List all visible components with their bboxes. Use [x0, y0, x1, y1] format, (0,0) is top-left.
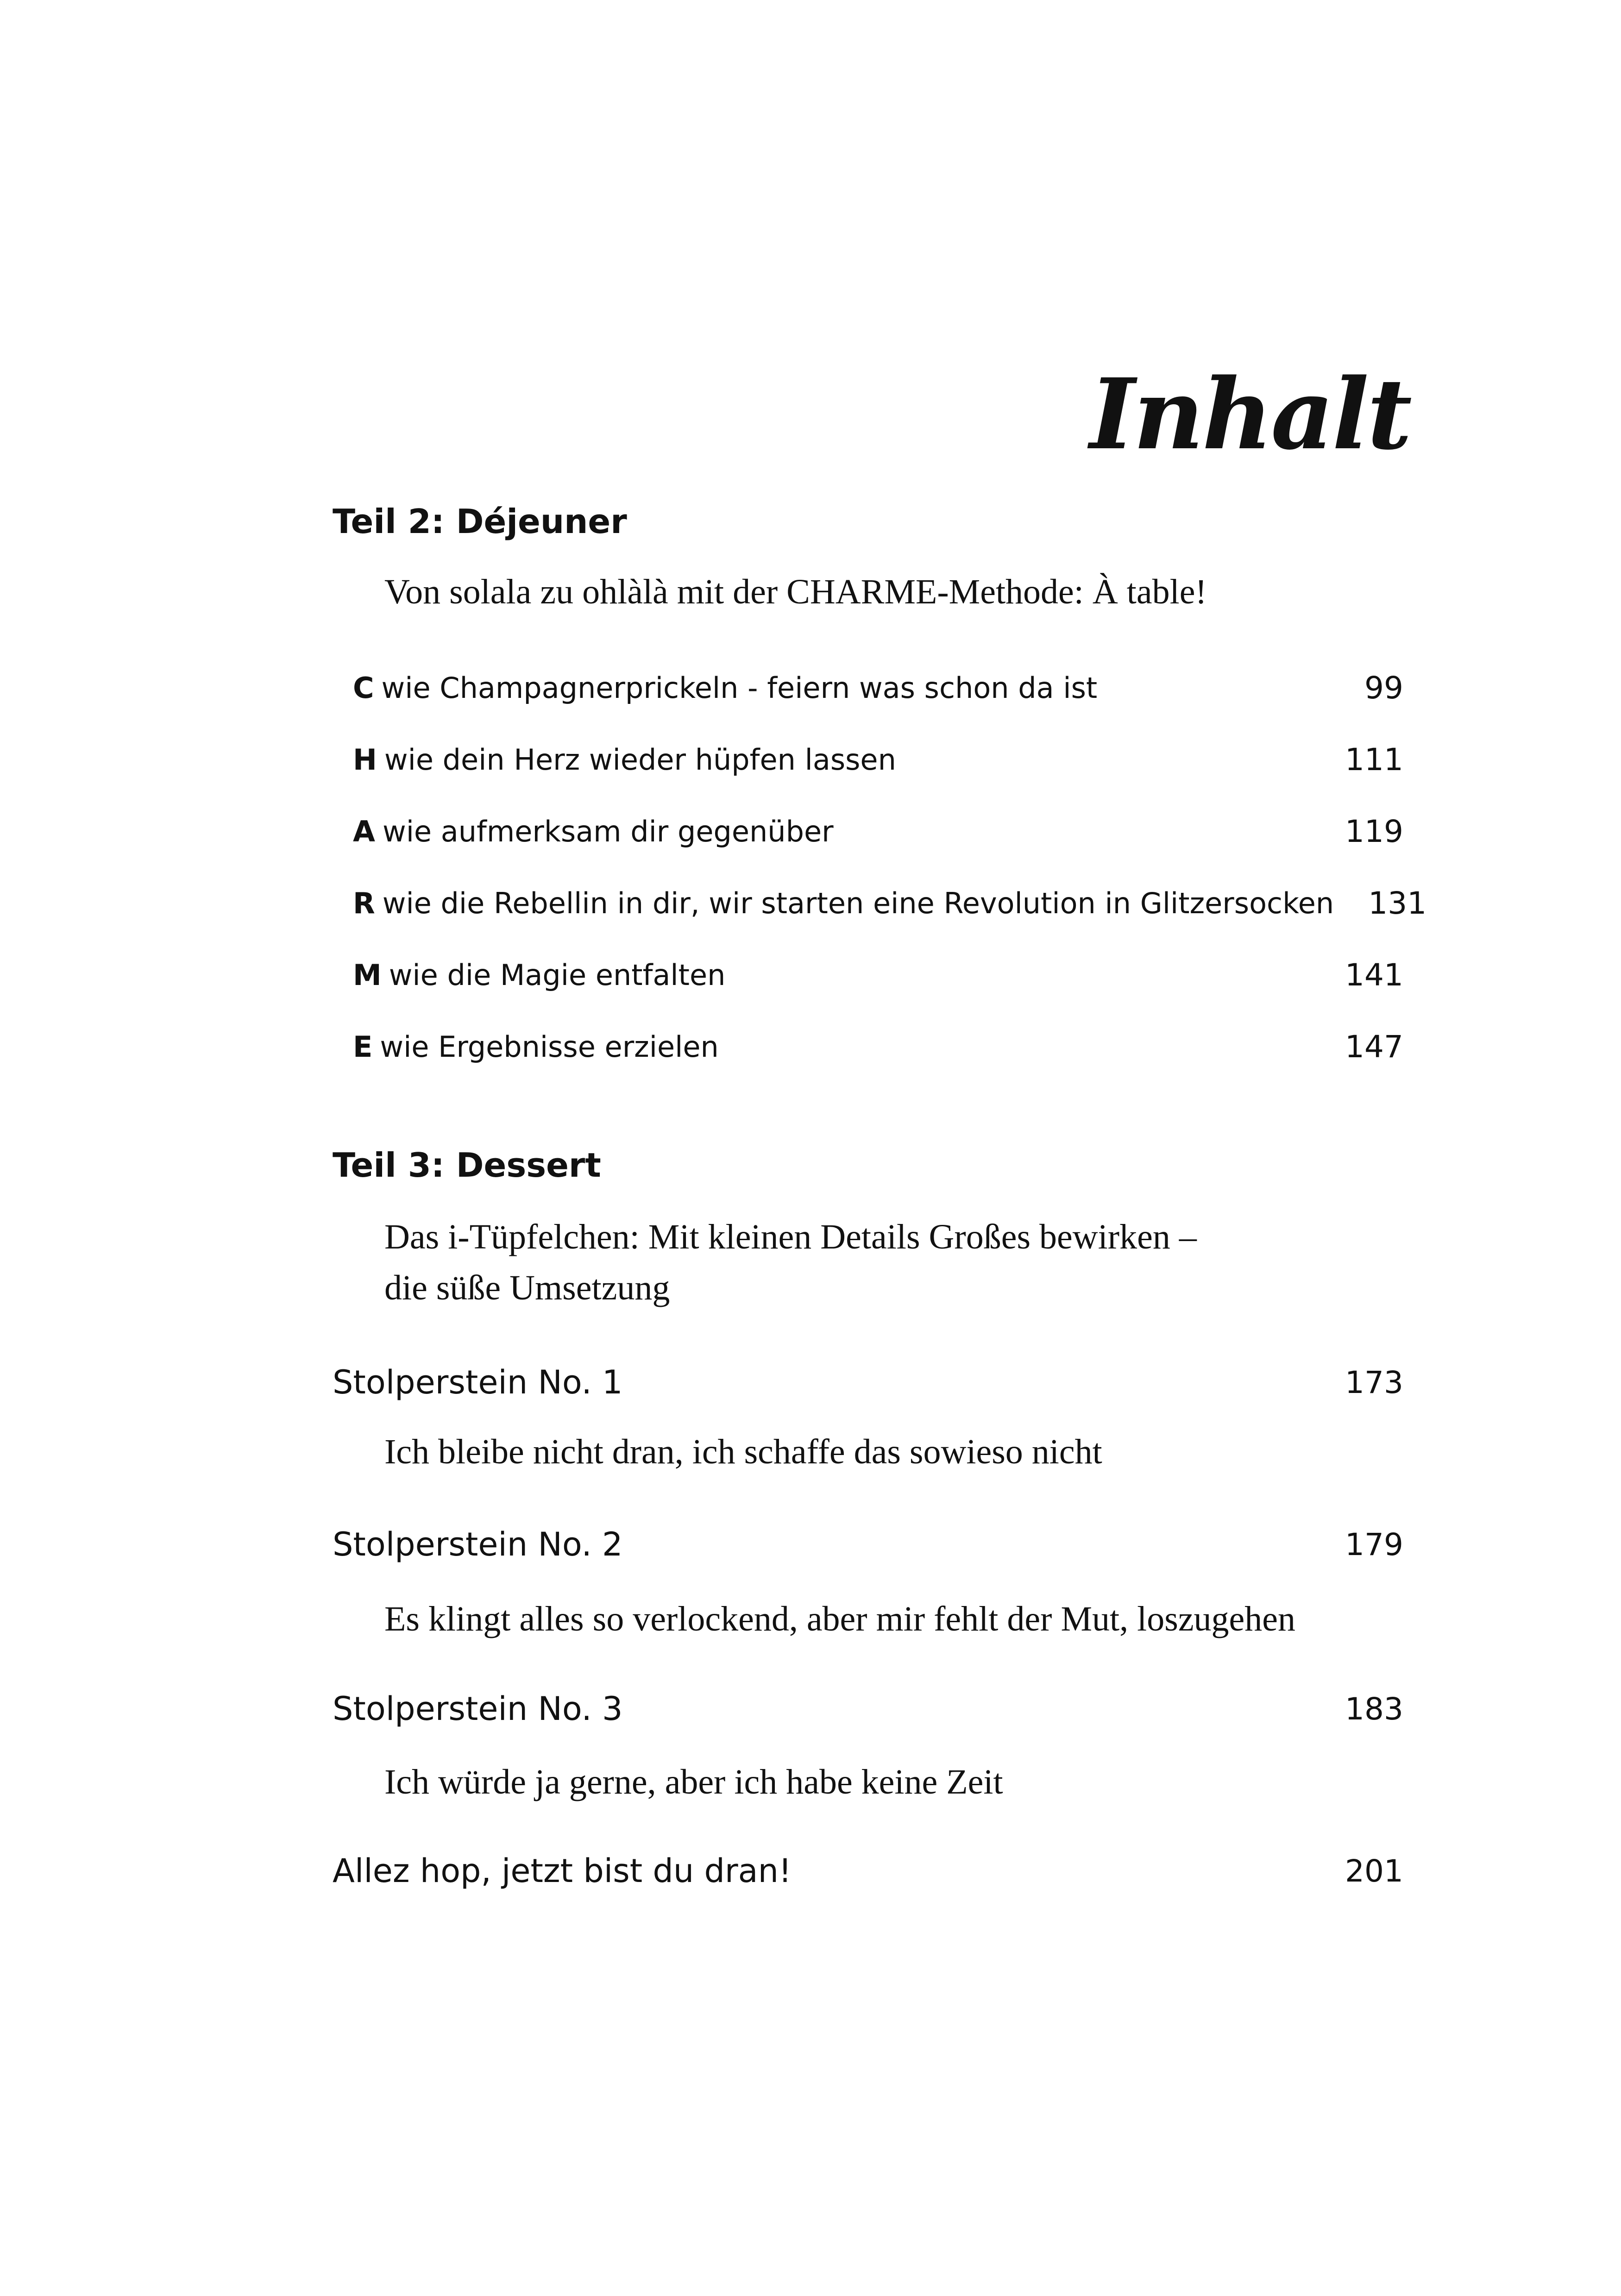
- part3-heading: Teil 3: Dessert: [333, 1146, 601, 1185]
- entry-letter: A: [353, 814, 375, 848]
- entry-page-number: 141: [1345, 957, 1403, 993]
- entry-letter: M: [353, 958, 382, 992]
- entry-page-number: 183: [1345, 1691, 1403, 1727]
- toc-entry-stolperstein-3[interactable]: [333, 1686, 1403, 1732]
- toc-entry-a[interactable]: [353, 810, 1403, 852]
- entry-heading: Allez hop, jetzt bist du dran!: [333, 1852, 792, 1890]
- toc-entry-stolperstein-2[interactable]: [333, 1521, 1403, 1568]
- part2-description: Von solala zu ohlàlà mit der CHARME-Methode: À table!: [384, 572, 1207, 611]
- page-title: Inhalt: [1089, 357, 1410, 471]
- entry-page-number: 119: [1345, 813, 1403, 849]
- entry-text: wie dein Herz wieder hüpfen lassen: [384, 742, 896, 777]
- toc-entry-stolperstein-1[interactable]: [333, 1359, 1403, 1405]
- toc-entry-r[interactable]: [353, 882, 1427, 924]
- toc-entry-h[interactable]: [353, 739, 1403, 780]
- entry-subtitle: Ich würde ja gerne, aber ich habe keine Zeit: [384, 1763, 1003, 1801]
- entry-subtitle: Ich bleibe nicht dran, ich schaffe das sowieso nicht: [384, 1432, 1102, 1471]
- entry-letter: H: [353, 742, 377, 777]
- entry-letter: E: [353, 1029, 373, 1064]
- entry-page-number: 179: [1345, 1526, 1403, 1562]
- toc-entry-closing[interactable]: [333, 1848, 1403, 1894]
- entry-page-number: 131: [1368, 885, 1427, 921]
- part3-description-line2: die süße Umsetzung: [384, 1268, 670, 1307]
- entry-letter: R: [353, 886, 375, 920]
- entry-heading: Stolperstein No. 3: [333, 1690, 623, 1728]
- entry-text: wie die Magie entfalten: [389, 958, 726, 992]
- entry-text: wie Ergebnisse erzielen: [380, 1029, 719, 1064]
- toc-entry-e[interactable]: [353, 1026, 1403, 1067]
- entry-page-number: 173: [1345, 1364, 1403, 1400]
- entry-text: wie die Rebellin in dir, wir starten eine Revolution in Glitzersocken: [382, 886, 1334, 920]
- entry-text: wie aufmerksam dir gegenüber: [382, 814, 834, 848]
- entry-page-number: 99: [1364, 670, 1403, 706]
- entry-heading: Stolperstein No. 1: [333, 1363, 623, 1401]
- entry-page-number: 111: [1345, 741, 1403, 778]
- toc-entry-m[interactable]: [353, 954, 1403, 996]
- entry-heading: Stolperstein No. 2: [333, 1525, 623, 1563]
- entry-page-number: 201: [1345, 1853, 1403, 1889]
- part3-description-line1: Das i-Tüpfelchen: Mit kleinen Details Großes bewirken –: [384, 1217, 1197, 1256]
- entry-letter: C: [353, 671, 374, 705]
- entry-subtitle: Es klingt alles so verlockend, aber mir fehlt der Mut, loszugehen: [384, 1600, 1296, 1638]
- part2-heading: Teil 2: Déjeuner: [333, 502, 627, 541]
- toc-entry-c[interactable]: [353, 667, 1403, 709]
- entry-page-number: 147: [1345, 1029, 1403, 1065]
- entry-text: wie Champagnerprickeln - feiern was schon da ist: [381, 671, 1098, 705]
